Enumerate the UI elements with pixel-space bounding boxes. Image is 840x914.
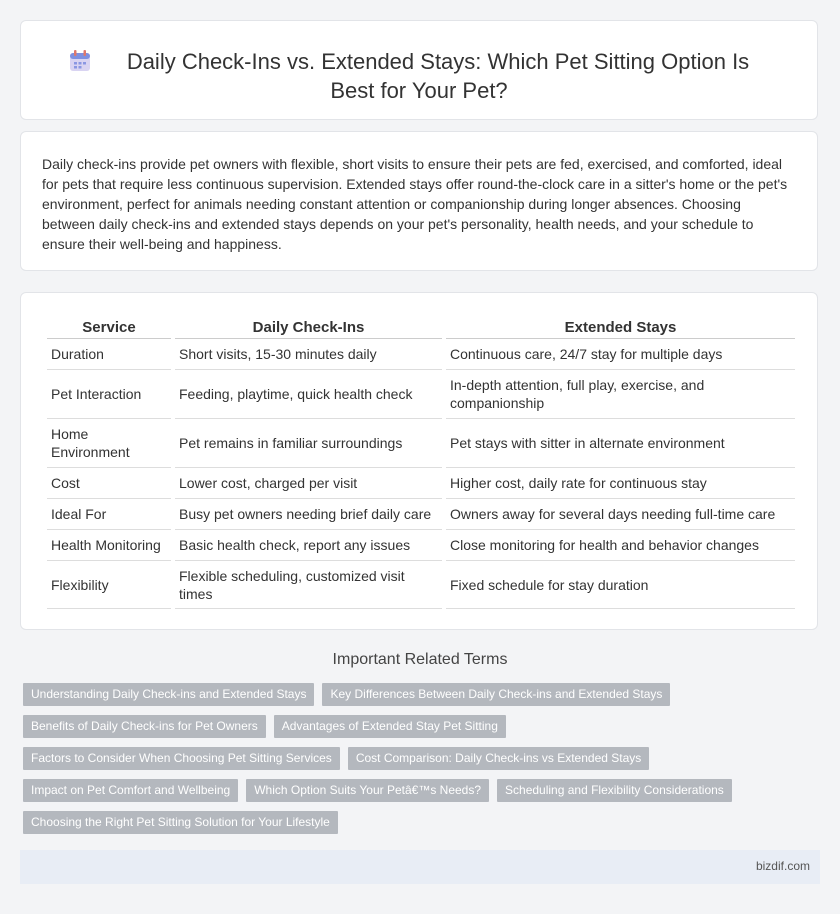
table-row: Pet Interaction Feeding, playtime, quick health check In-depth attention, full play, exercise, and companionship <box>47 370 795 419</box>
related-term-tag[interactable]: Cost Comparison: Daily Check-ins vs Extended Stays <box>348 747 649 770</box>
related-term-tag[interactable]: Which Option Suits Your Petâ€™s Needs? <box>246 779 489 802</box>
table-row: Health Monitoring Basic health check, report any issues Close monitoring for health and behavior changes <box>47 530 795 561</box>
table-row: Duration Short visits, 15-30 minutes daily Continuous care, 24/7 stay for multiple days <box>47 339 795 370</box>
related-term-tag[interactable]: Impact on Pet Comfort and Wellbeing <box>23 779 238 802</box>
related-term-tag[interactable]: Benefits of Daily Check-ins for Pet Owners <box>23 715 266 738</box>
page-title: Daily Check-Ins vs. Extended Stays: Which Pet Sitting Option Is Best for Your Pet? <box>126 49 750 103</box>
table-header-extended: Extended Stays <box>446 317 795 339</box>
table-row: Flexibility Flexible scheduling, customized visit times Fixed schedule for stay duration <box>47 561 795 609</box>
related-terms-title: Important Related Terms <box>332 651 508 668</box>
table-row: Cost Lower cost, charged per visit Higher cost, daily rate for continuous stay <box>47 468 795 499</box>
related-term-tag[interactable]: Advantages of Extended Stay Pet Sitting <box>274 715 506 738</box>
comparison-table-card <box>20 292 818 630</box>
related-term-tag[interactable]: Scheduling and Flexibility Considerations <box>497 779 732 802</box>
related-term-tag[interactable]: Choosing the Right Pet Sitting Solution for Your Lifestyle <box>23 811 338 834</box>
intro-card <box>20 131 818 271</box>
title-card <box>20 20 818 120</box>
intro-paragraph: Daily check-ins provide pet owners with flexible, short visits to ensure their pets are fed, exercised, and comforted, ideal for pets that require less continuous supervision. Extended stays offer round-the-clock care in a sitter's home or the pet's environment, perfect for animals needing constant attention or companionship during longer absences. Choosing between daily check-ins and extended stays depends on your pet's personality, health needs, and your schedule to ensure their well-being and happiness. <box>42 156 788 252</box>
table-row: Ideal For Busy pet owners needing brief daily care Owners away for several days needing full-time care <box>47 499 795 530</box>
table-header-service: Service <box>47 317 171 339</box>
related-term-tag[interactable]: Factors to Consider When Choosing Pet Sitting Services <box>23 747 340 770</box>
footer <box>20 850 820 884</box>
footer-site-link[interactable]: bizdif.com <box>755 859 810 873</box>
related-term-tag[interactable]: Understanding Daily Check-ins and Extended Stays <box>23 683 314 706</box>
related-term-tag[interactable]: Key Differences Between Daily Check-ins and Extended Stays <box>322 683 670 706</box>
comparison-table <box>43 317 799 609</box>
table-row: Home Environment Pet remains in familiar surroundings Pet stays with sitter in alternate environment <box>47 419 795 468</box>
table-header-daily: Daily Check-Ins <box>175 317 442 339</box>
related-terms-list <box>23 683 803 843</box>
